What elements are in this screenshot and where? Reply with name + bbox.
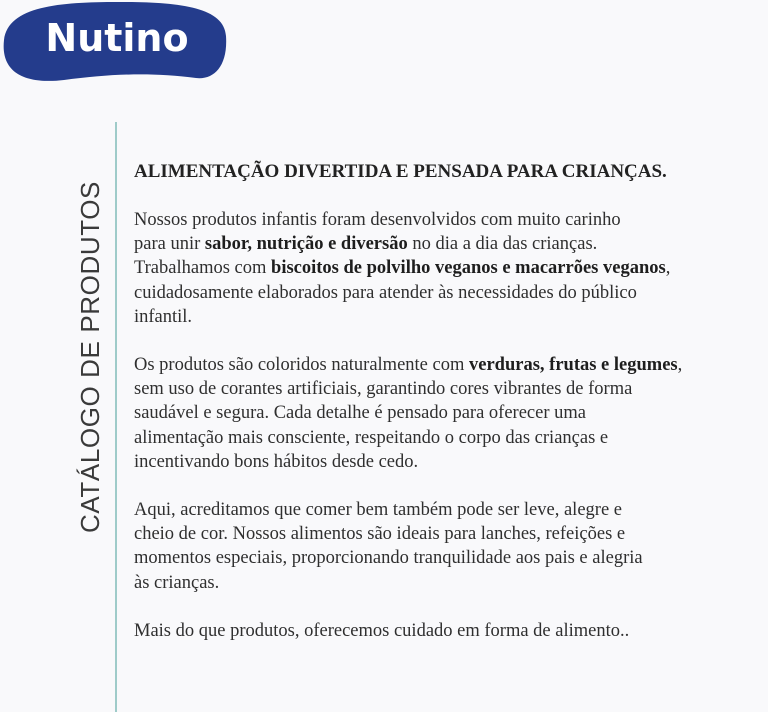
text-line: ,: [677, 355, 683, 376]
text-line: Aqui, acreditamos que comer bem também pode ser leve, alegre e: [134, 500, 622, 521]
text-line: saudável e segura. Cada detalhe é pensado para oferecer uma: [134, 403, 586, 424]
text-line: Os produtos são coloridos naturalmente com: [134, 355, 469, 376]
page-heading: ALIMENTAÇÃO DIVERTIDA E PENSADA PARA CRIANÇAS.: [134, 161, 667, 182]
nutino-logo: [0, 0, 230, 84]
catalog-vertical-title: CATÁLOGO DE PRODUTOS: [75, 181, 105, 533]
text-line: infantil.: [134, 306, 193, 327]
text-line: para unir: [134, 234, 205, 255]
logo-text: Nutino: [45, 16, 189, 60]
text-line: incentivando bons hábitos desde cedo.: [134, 451, 419, 472]
bold-phrase: verduras, frutas e legumes: [469, 355, 678, 376]
text-line: cheio de cor. Nossos alimentos são ideais para lanches, refeições e: [134, 524, 626, 545]
bold-phrase: sabor, nutrição e diversão: [204, 234, 408, 255]
paragraph-closing: [134, 619, 764, 643]
paragraph-philosophy: [134, 498, 764, 595]
bold-phrase: biscoitos de polvilho veganos e macarrões veganos: [271, 258, 666, 279]
text-line: sem uso de corantes artificiais, garantindo cores vibrantes de forma: [134, 379, 633, 400]
vertical-divider: [115, 122, 117, 712]
text-line: no dia a dia das crianças.: [407, 234, 598, 255]
paragraph-intro: [134, 208, 764, 329]
text-line: cuidadosamente elaborados para atender às necessidades do público: [134, 282, 637, 303]
text-line: ,: [665, 258, 671, 279]
text-line: momentos especiais, proporcionando tranquilidade aos pais e alegria: [134, 548, 643, 569]
logo-badge: [0, 0, 230, 84]
text-line: alimentação mais consciente, respeitando o corpo das crianças e: [134, 427, 609, 448]
paragraph-colors: [134, 353, 764, 474]
main-content: [134, 160, 764, 643]
text-line: Trabalhamos com: [134, 258, 272, 279]
text-line: Mais do que produtos, oferecemos cuidado em forma de alimento..: [134, 620, 630, 641]
text-line: às crianças.: [134, 572, 220, 593]
text-line: Nossos produtos infantis foram desenvolvidos com muito carinho: [134, 210, 621, 230]
